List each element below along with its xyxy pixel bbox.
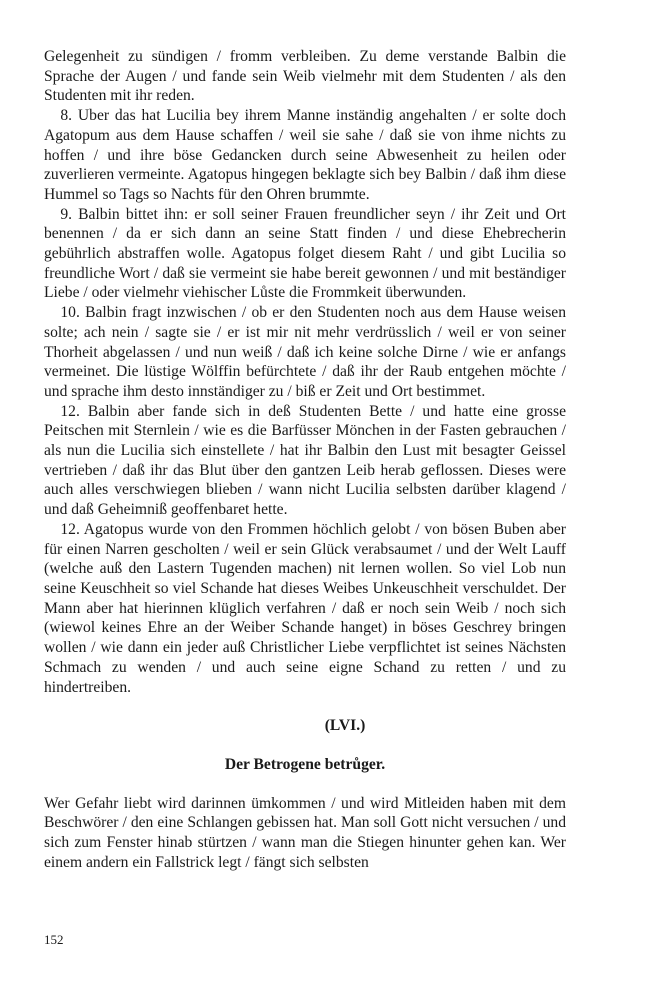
- section-title: Der Betrogene betrůger.: [224, 755, 386, 773]
- page-number: 152: [44, 932, 64, 947]
- section-number: (LVI.): [324, 717, 366, 735]
- paragraph-8: 8. Uber das hat Lucilia bey ihrem Manne inständig angehalten / er solte doch Agatopum aus dem Hause schaffen / weil sie sahe / daß sie von ihme nichts zu hoffen / und ihre böse Gedancken durch seine Abwesenheit zu heilen oder zuverlieren vermeinte. Agatopus hingegen beklagte sich bey Balbin / daß ihm diese Hummel so Tags so Nachts für den Ohren brummte.: [44, 107, 566, 203]
- paragraph-12a: 12. Balbin aber fande sich in deß Studenten Bette / und hatte eine grosse Peitschen mit Sternlein / wie es die Barfüsser Mönchen in der Fasten gebrauchen / als nun die Lucilia sich einstellete / hat ihr Balbin den Lust mit besagter Geissel vertrieben / daß ihr das Blut über den gantzen Leib herab geflossen. Dieses were auch alles verschwiegen blieben / wann nicht Lucilia selbsten darüber klagend / und daß Geheimniß geoffenbaret hette.: [44, 402, 566, 519]
- paragraph-12b: 12. Agatopus wurde von den Frommen höchlich gelobt / von bösen Buben aber für einen Narren gescholten / weil er sein Glück verabsaumet / und der Welt Lauff (welche auß den Lastern Tugenden machen) nit lernen wollen. So viel Lob nun seine Keuschheit so viel Schande hat dieses Weibes Unkeuschheit verschuldet. Der Mann aber hat hierinnen klüglich verfahren / daß er noch sein Weib / noch sich (wiewol keines Ehre an der Weiber Schande hanget) in böses Geschrey bringen wollen / wie dann ein jeder auß Christlicher Liebe verpflichtet ist seines Nächsten Schmach zu wenden / und auch seine eigne Schand zu retten / und zu hindertreiben.: [44, 520, 566, 696]
- paragraph-9: 9. Balbin bittet ihn: er soll seiner Frauen freundlicher seyn / ihr Zeit und Ort benennen / da er sich dann an seine Statt finden / und diese Ehebrecherin gebührlich abstraffen wolle. Agatopus folget diesem Raht / und gibt Lucilia so freundliche Wort / daß sie vermeint sie habe bereit gewonnen / und mit beständiger Liebe / oder vielmehr viehischer Lůste die Frommkeit überwunden.: [44, 205, 566, 302]
- paragraph-continued: Gelegenheit zu sündigen / fromm verbleiben. Zu deme verstande Balbin die Sprache der Augen / und fande sein Weib vielmehr mit dem Studenten / als den Studenten mit ihr reden.: [44, 48, 566, 105]
- page-text: [44, 47, 566, 872]
- section-opening-paragraph: Wer Gefahr liebt wird darinnen ümkommen / und wird Mitleiden haben mit dem Beschwörer / den eine Schlangen gebissen hat. Man soll Gott nicht versuchen / und sich zum Fenster hinab stürtzen / wann man die Stiegen hinunter gehen kan. Wer einem andern ein Fallstrick legt / fängt sich selbsten: [44, 794, 566, 871]
- paragraph-10: 10. Balbin fragt inzwischen / ob er den Studenten noch aus dem Hause weisen solte; ach nein / sagte sie / er ist mir nit mehr verdrüsslich / weil er von seiner Thorheit abgelassen / und nun weiß / daß ich keine solche Dirne / wie er anfangs vermeinet. Die lüstige Wölffin befürchtete / daß ihr der Raub entgehen möchte / und sprache ihm desto innständiger zu / biß er Zeit und Ort bestimmet.: [44, 304, 566, 400]
